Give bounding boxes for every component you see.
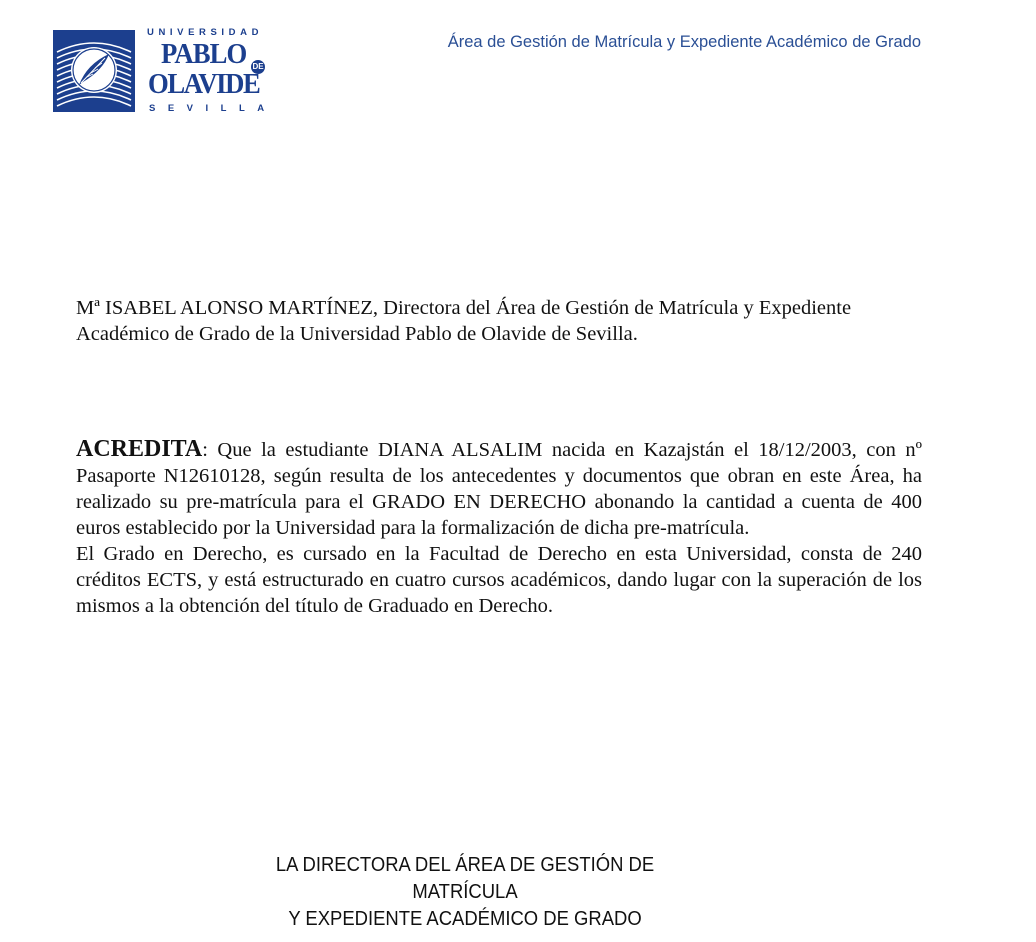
department-header: Área de Gestión de Matrícula y Expediente Académico de Grado (447, 33, 921, 51)
logo-city-label: SEVILLA (149, 103, 277, 114)
intro-paragraph: Mª ISABEL ALONSO MARTÍNEZ, Directora del Área de Gestión de Matrícula y Expediente Académico de Grado de la Universidad Pablo de Olavide de Sevilla. (76, 297, 852, 345)
university-logo (53, 27, 277, 115)
acredita-keyword: ACREDITA (76, 436, 203, 462)
logo-name-line2: OLAVIDE (148, 68, 260, 100)
accreditation-section (76, 436, 922, 619)
accreditation-text-1: : Que la estudiante DIANA ALSALIM nacida en Kazajstán el 18/12/2003, con nº Pasaporte N12610128, según resulta de los antecedentes y documentos que obran en este Área, ha realizado su pre-matrícula para el GRADO EN DERECHO abonando la cantidad a cuenta de 400 euros establecido por la Universidad para la formalización de dicha pre-matrícula. (76, 439, 922, 539)
logo-name-line1: PABLO (161, 38, 247, 70)
quill-emblem-icon (53, 30, 135, 112)
signature-line-2: Y EXPEDIENTE ACADÉMICO DE GRADO (288, 907, 642, 930)
accreditation-paragraph-2: El Grado en Derecho, es cursado en la Facultad de Derecho en esta Universidad, consta de 240 créditos ECTS, y está estructurado en cuatro cursos académicos, dando lugar con la superación de los mismos a la obtención del título de Graduado en Derecho. (76, 543, 922, 617)
logo-de-badge: DE (251, 60, 265, 74)
signature-line-1: LA DIRECTORA DEL ÁREA DE GESTIÓN DE MATRÍCULA (275, 853, 655, 903)
accreditation-paragraph-1 (76, 436, 922, 541)
logo-university-label: UNIVERSIDAD (147, 27, 264, 38)
signature-block (200, 851, 730, 932)
